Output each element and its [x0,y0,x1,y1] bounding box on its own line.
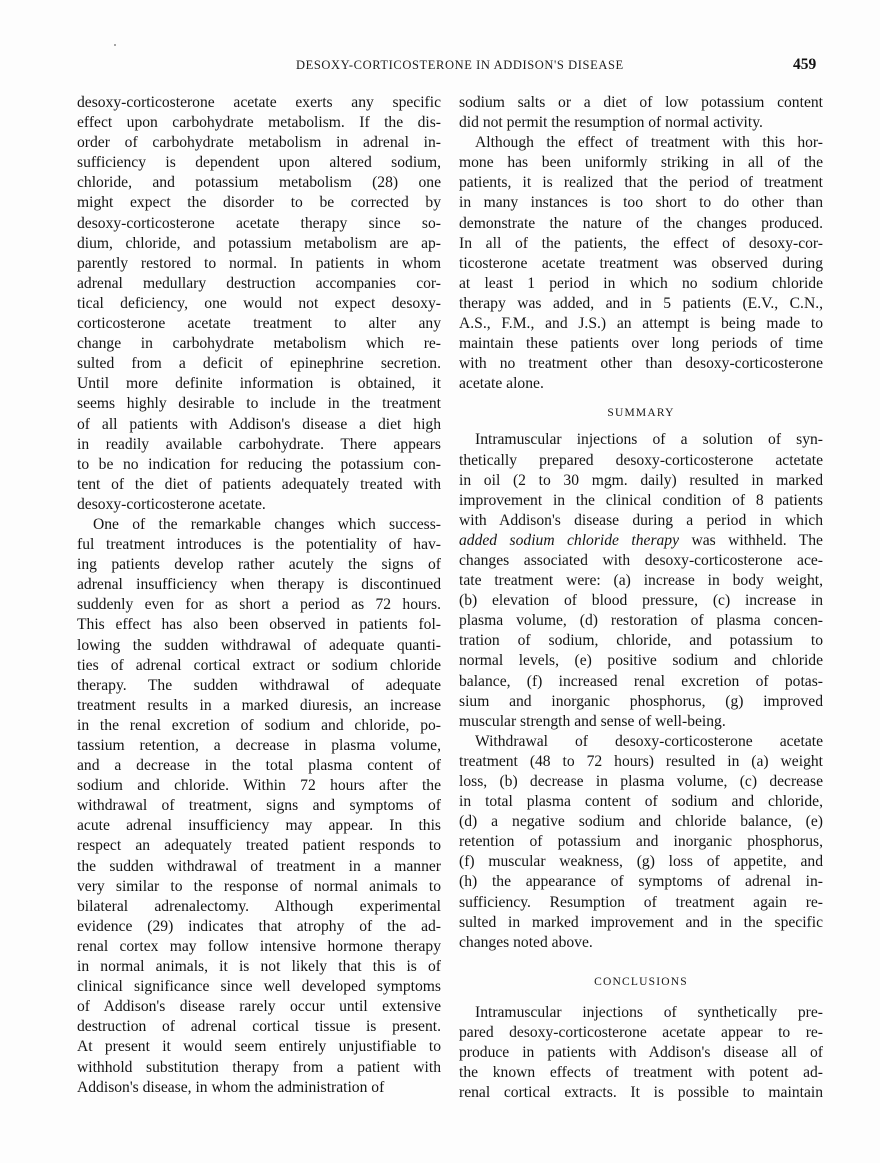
text-line: tration of sodium, chloride, and potassium to [459,632,823,650]
text-line: tate treatment were: (a) increase in body weight, [459,572,823,590]
text-line: thetically prepared desoxy-corticosterone actetate [459,451,823,469]
text-line: the sudden withdrawal of treatment in a manner [77,857,441,875]
text-line: and a decrease in the total plasma content of [77,757,441,775]
text-line: sulted from a deficit of epinephrine secretion. [77,355,441,373]
text-line: maintain these patients over long periods of time [459,335,823,353]
text-line: sulted in marked improvement and in the specific [459,913,823,931]
text-line: bilateral adrenalectomy. Although experimental [77,897,441,915]
text-line: desoxy-corticosterone acetate therapy since so- [77,214,441,232]
text-line: adrenal insufficiency when therapy is discontinued [77,576,441,594]
text-line: ticosterone acetate treatment was observed during [459,254,823,272]
text-line: sium and inorganic phosphorus, (g) improved [459,692,823,710]
text-line: at least 1 period in which no sodium chloride [459,274,823,292]
text-line: desoxy-corticosterone acetate. [77,495,266,513]
text-line: desoxy-corticosterone acetate exerts any specific [77,94,441,111]
text-line: corticosterone acetate treatment to alter any [77,315,441,333]
text-line: In all of the patients, the effect of desoxy-cor- [459,234,823,252]
text-line: might expect the disorder to be corrected by [77,194,441,212]
continuation-text [459,93,823,394]
text-line: Intramuscular injections of synthetically pre- [475,1003,823,1021]
text-line: in the renal excretion of sodium and chloride, po- [77,716,441,734]
text-line: renal cortical extracts. It is possible to maintain [459,1084,823,1102]
text-line: in total plasma content of sodium and chloride, [459,793,823,811]
text-line: tent of the diet of patients adequately treated with [77,475,441,493]
text-line: One of the remarkable changes which success- [93,515,441,533]
text-line: withdrawal of treatment, signs and symptoms of [77,797,441,815]
text-line: of Addison's disease rarely occur until extensive [77,998,441,1016]
text-line: change in carbohydrate metabolism which re- [77,335,441,353]
text-line: of all patients with Addison's disease a diet high [77,415,441,433]
summary-section [459,430,823,952]
running-title: DESOXY-CORTICOSTERONE IN ADDISON'S DISEASE [296,58,624,72]
text-line: to be no indication for reducing the potassium con- [77,455,441,473]
conclusions-heading: CONCLUSIONS [594,975,688,988]
text-line: evidence (29) indicates that atrophy of the ad- [77,917,441,935]
text-line: Although the effect of treatment with this hor- [475,134,823,152]
text-line: tassium retention, a decrease in plasma volume, [77,737,441,754]
text-line: (f) muscular weakness, (g) loss of appetite, and [459,853,823,871]
text-line: changes associated with desoxy-corticosterone ace- [459,551,823,569]
text-line: changes noted above. [459,933,593,951]
text-line: chloride, and potassium metabolism (28) one [77,174,441,192]
text-line: (d) a negative sodium and chloride balance, (e) [459,813,823,831]
text-line: sufficiency is dependent upon altered sodium, [77,154,441,172]
text-line: produce in patients with Addison's disease all of [459,1044,823,1062]
text-line: did not permit the resumption of normal activity. [459,114,763,132]
text-line: patients, it is realized that the period of treatment [459,174,823,192]
text-line: added sodium chloride therapy was withheld. The [459,531,823,549]
text-line: plasma volume, (d) restoration of plasma concen- [459,612,823,630]
text-line: very similar to the response of normal animals to [77,877,441,895]
text-line: acetate alone. [459,375,544,393]
running-header [0,58,880,78]
text-line: the known effects of treatment with potent ad- [459,1064,823,1082]
text-line: dium, chloride, and potassium metabolism are ap- [77,234,441,252]
text-line: sufficiency. Resumption of treatment again re- [459,893,823,911]
text-line: seems highly desirable to include in the treatment [77,395,441,413]
left-column [77,93,441,1098]
text-line: loss, (b) decrease in plasma volume, (c) decrease [459,773,823,790]
text-line: Intramuscular injections of a solution of syn- [475,431,823,449]
text-line: therapy. The sudden withdrawal of adequate [77,676,441,694]
text-line: in oil (2 to 30 mgm. daily) resulted in marked [459,471,823,489]
text-line: Until more definite information is obtained, it [77,375,441,393]
text-line: order of carbohydrate metabolism in adrenal in- [77,134,441,152]
text-line: ties of adrenal cortical extract or sodium chloride [77,656,441,674]
text-line: in many instances is too short to do other than [459,194,823,212]
text-line: treatment (48 to 72 hours) resulted in (a) weight [459,752,823,770]
text-line: balance, (f) increased renal excretion of potas- [459,672,823,690]
text-line: improvement in the clinical condition of 8 patients [459,491,823,509]
text-line: renal cortex may follow intensive hormone therapy [77,937,441,955]
text-line: with no treatment other than desoxy-corticosterone [459,355,823,373]
text-line: effect upon carbohydrate metabolism. If the dis- [77,114,441,132]
text-line: ful treatment introduces is the potentiality of hav- [77,536,441,554]
text-line: normal levels, (e) positive sodium and chloride [459,652,823,670]
text-line: mone has been uniformly striking in all of the [459,154,823,172]
text-line: parently restored to normal. In patients in whom [77,254,441,272]
text-line: with Addison's disease during a period in which [459,511,823,529]
text-line: adrenal medullary destruction accompanies cor- [77,274,441,292]
italic-emphasis: added sodium chloride therapy [459,531,680,549]
page-number: 459 [793,56,817,73]
text-line: destruction of adrenal cortical tissue is present. [77,1018,441,1036]
text-line: treatment results in a marked diuresis, an increase [77,696,441,714]
text-line: suddenly even for as short a period as 72 hours. [77,596,441,614]
text-line: sodium and chloride. Within 72 hours after the [77,777,441,795]
text-line: pared desoxy-corticosterone acetate appear to re- [459,1023,823,1041]
text-line: A.S., F.M., and J.S.) an attempt is being made to [459,315,823,333]
text-line: ing patients develop rather acutely the signs of [77,556,441,574]
text-line: withhold substitution therapy from a patient with [77,1058,441,1076]
text-line: therapy was added, and in 5 patients (E.V., C.N., [459,294,823,312]
text-line: Addison's disease, in whom the administration of [77,1078,385,1096]
text-line: in readily available carbohydrate. There appears [77,435,441,453]
text-line: muscular strength and sense of well-being. [459,712,726,730]
conclusions-section [459,1003,823,1103]
text-line: lowing the sudden withdrawal of adequate quanti- [77,636,441,654]
text-line: demonstrate the nature of the changes produced. [459,214,823,232]
text-line: (b) elevation of blood pressure, (c) increase in [459,592,823,610]
text-line: respect an adequately treated patient responds to [77,837,441,855]
text-line: acute adrenal insufficiency may appear. In this [77,817,441,835]
text-line: clinical significance since well developed symptoms [77,978,441,996]
text-line: sodium salts or a diet of low potassium content [459,94,823,111]
scan-speck [114,44,116,46]
text-line: This effect has also been observed in patients fol- [77,616,441,634]
text-line: Withdrawal of desoxy-corticosterone acetate [475,732,823,750]
text-line: in normal animals, it is not likely that this is of [77,958,441,976]
text-line: (h) the appearance of symptoms of adrenal in- [459,873,823,891]
text-line: retention of potassium and inorganic phosphorus, [459,833,823,851]
right-column [459,93,823,1103]
text-line: At present it would seem entirely unjustifiable to [77,1038,441,1056]
summary-heading: SUMMARY [607,407,675,420]
text-line: tical deficiency, one would not expect desoxy- [77,294,441,312]
